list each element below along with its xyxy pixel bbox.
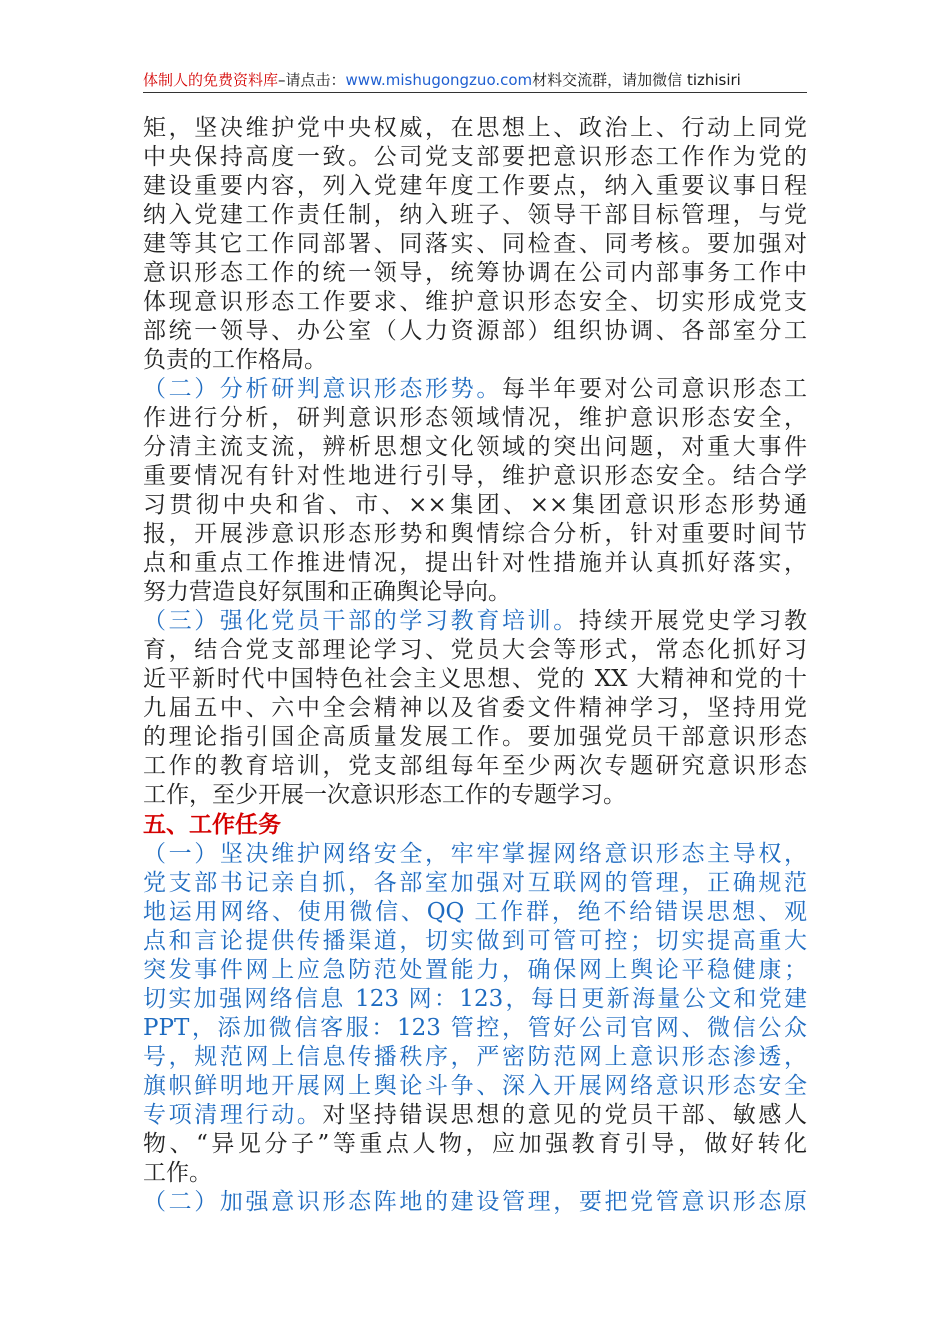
text-line: 点和重点工作推进情况，提出针对性措施并认真抓好落实， [143,550,807,576]
text-line: 工作，至少开展一次意识形态工作的专题学习。 [143,782,626,808]
text-line: 分清主流支流，辨析思想文化领域的突出问题，对重大事件 [143,434,807,460]
text-line: 党支部书记亲自抓，各部室加强对互联网的管理，正确规范 [143,870,807,896]
text-line: 旗帜鲜明地开展网上舆论斗争、深入开展网络意识形态安全 [143,1073,807,1099]
header-url-link[interactable]: www.mishugongzuo.com [345,71,533,89]
text-line: PPT，添加微信客服：123 管控，管好公司官网、微信公众 [143,1015,807,1041]
text-line: 的理论指引国企高质量发展工作。要加强党员干部意识形态 [143,724,807,750]
page-header [143,68,807,92]
text-line: 工作。 [143,1160,212,1186]
text-line: 切实加强网络信息 123 网：123，每日更新海量公文和党建 [143,986,807,1012]
header-site-name: 体制人的免费资料库 [143,71,279,89]
section-heading-tasks: 五、工作任务 [143,812,281,838]
text-line: 矩，坚决维护党中央权威，在思想上、政治上、行动上同党 [143,115,807,141]
text-line: 中央保持高度一致。公司党支部要把意识形态工作作为党的 [143,144,807,170]
paragraph-1 [143,114,807,375]
text-line: 点和言论提供传播渠道，切实做到可管可控；切实提高重大 [143,928,807,954]
text-line: 建等其它工作同部署、同落实、同检查、同考核。要加强对 [143,231,807,257]
text-line: 建设重要内容，列入党建年度工作要点，纳入重要议事日程 [143,173,807,199]
text-line: 近平新时代中国特色社会主义思想、党的 XX 大精神和党的十 [143,666,807,692]
text-line [143,375,807,404]
text-line: 突发事件网上应急防范处置能力，确保网上舆论平稳健康； [143,957,807,983]
document-body [143,114,807,1217]
text-line: 九届五中、六中全会精神以及省委文件精神学习，坚持用党 [143,695,807,721]
text-line: 体现意识形态工作要求、维护意识形态安全、切实形成党支 [143,289,807,315]
header-click-prompt: –请点击： [278,71,346,89]
text-line: 地运用网络、使用微信、QQ 工作群，绝不给错误思想、观 [143,899,807,925]
text-line: 部统一领导、办公室（人力资源部）组织协调、各部室分工 [143,318,807,344]
paragraph-5 [143,1188,807,1217]
text-line: 纳入党建工作责任制，纳入班子、领导干部目标管理，与党 [143,202,807,228]
paragraph-3 [143,607,807,810]
paragraph-2 [143,375,807,607]
subheading-training: （三）强化党员干部的学习教育培训。 [143,608,579,634]
text-line [143,607,807,636]
text-line: 育，结合党支部理论学习、党员大会等形式，常态化抓好习 [143,637,807,663]
text-line: 负责的工作格局。 [143,347,327,373]
text-run: 持续开展党史学习教 [578,608,807,634]
text-line: （一）坚决维护网络安全，牢牢掌握网络意识形态主导权， [143,841,807,867]
text-line: 重要情况有针对性地进行引导，维护意识形态安全。结合学 [143,463,807,489]
header-divider [143,92,807,93]
text-line: 物、“异见分子”等重点人物，应加强教育引导，做好转化 [143,1131,807,1157]
text-line: 努力营造良好氛围和正确舆论导向。 [143,579,511,605]
text-line: 习贯彻中央和省、市、××集团、××集团意识形态形势通 [143,492,807,518]
text-run: 专项清理行动。 [143,1102,323,1128]
text-line: 号，规范网上信息传播秩序，严密防范网上意识形态渗透， [143,1044,807,1070]
text-line: 报，开展涉意识形态形势和舆情综合分析，针对重要时间节 [143,521,807,547]
text-line [143,1101,807,1130]
text-line: 工作的教育培训，党支部组每年至少两次专题研究意识形态 [143,753,807,779]
paragraph-4 [143,840,807,1188]
text-line: 作进行分析，研判意识形态领域情况，维护意识形态安全， [143,405,807,431]
text-line: （二）加强意识形态阵地的建设管理，要把党管意识形态原 [143,1189,807,1215]
header-contact: 材料交流群，请加微信 tizhisiri [532,71,741,89]
subheading-analysis: （二）分析研判意识形态形势。 [143,376,502,402]
text-run: 对坚持错误思想的意见的党员干部、敏感人 [322,1102,807,1128]
text-run: 每半年要对公司意识形态工 [501,376,807,402]
text-line: 意识形态工作的统一领导，统筹协调在公司内部事务工作中 [143,260,807,286]
